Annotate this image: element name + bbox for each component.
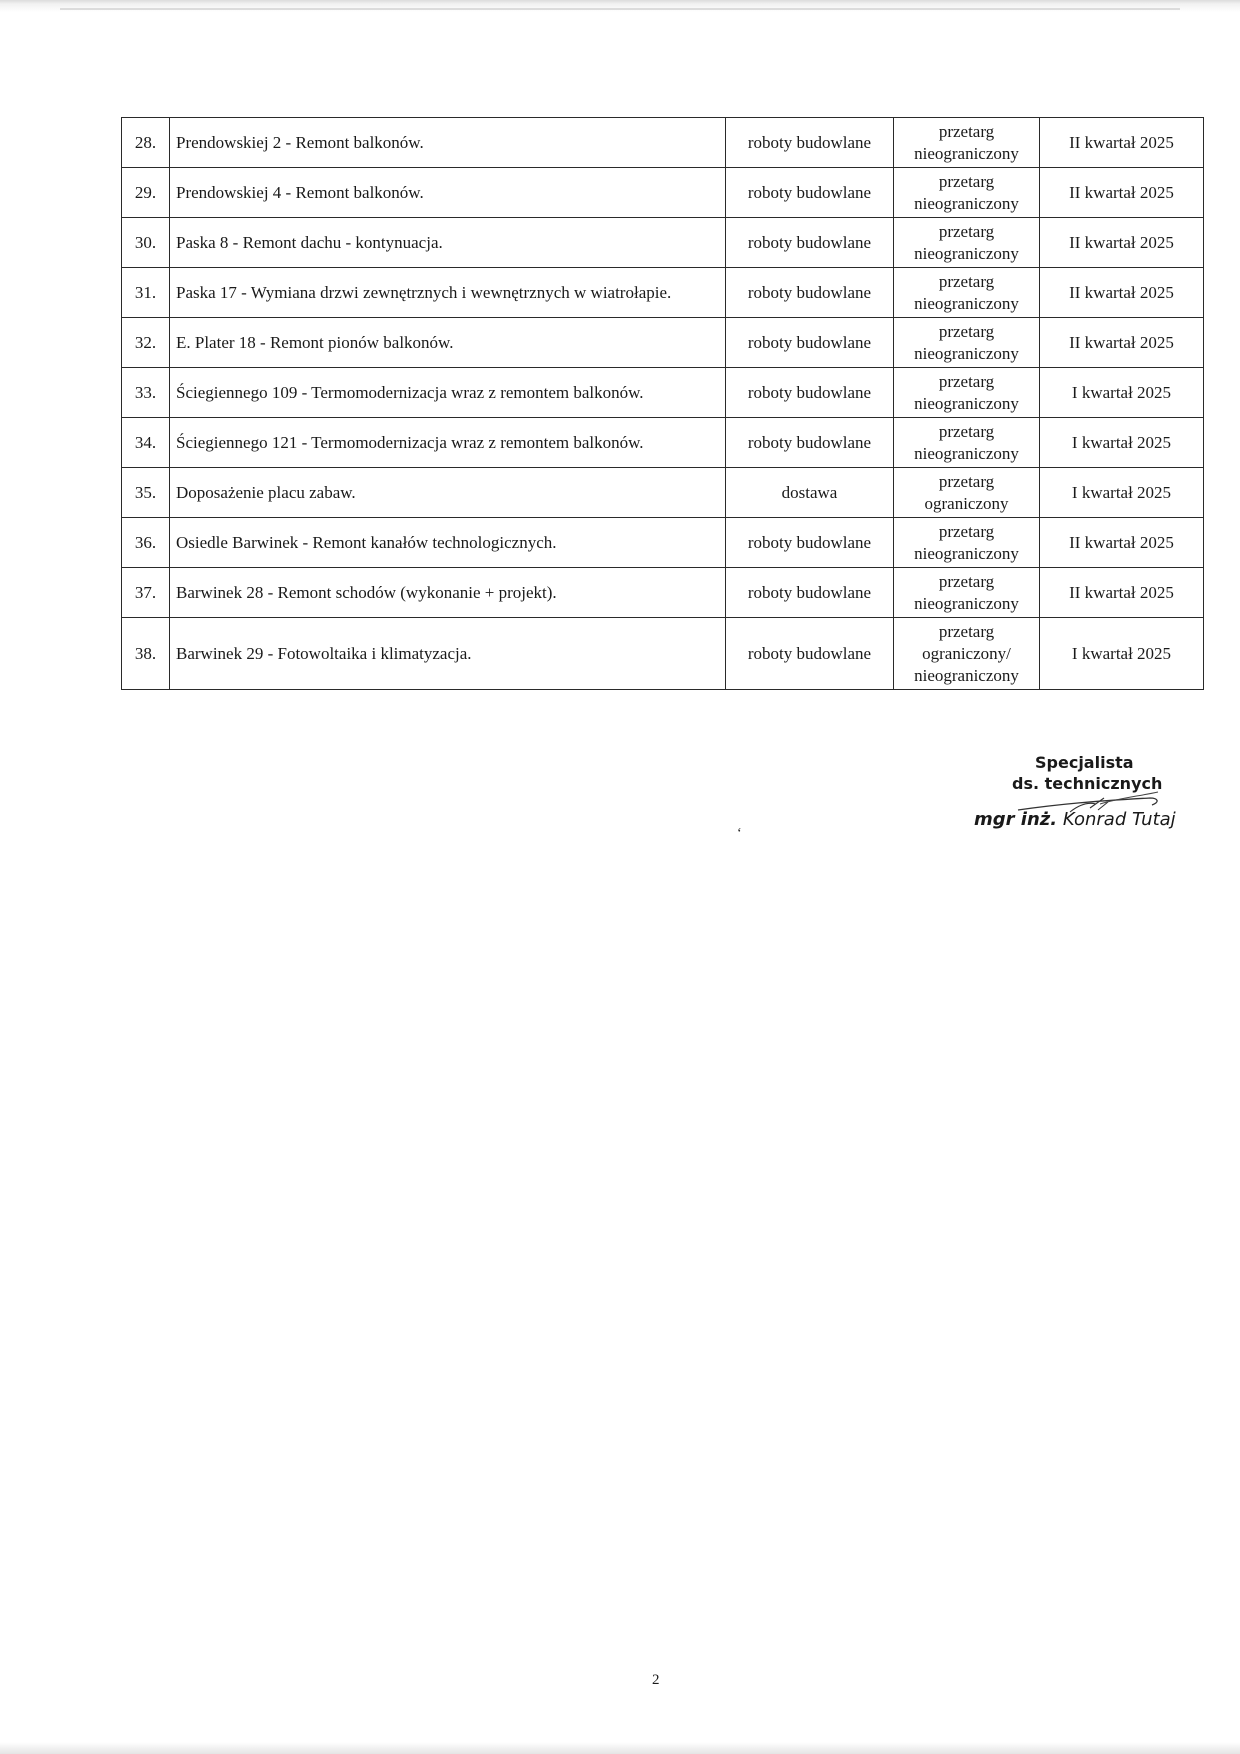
row-number: 37. bbox=[122, 568, 170, 618]
table-row bbox=[122, 568, 1204, 618]
order-type: roboty budowlane bbox=[726, 418, 894, 468]
row-number: 32. bbox=[122, 318, 170, 368]
table-row bbox=[122, 518, 1204, 568]
order-type: roboty budowlane bbox=[726, 318, 894, 368]
planned-term: I kwartał 2025 bbox=[1040, 618, 1204, 690]
planned-term: II kwartał 2025 bbox=[1040, 518, 1204, 568]
table-row bbox=[122, 268, 1204, 318]
procedure-mode: przetarg ograniczony/ nieograniczony bbox=[894, 618, 1040, 690]
order-type: roboty budowlane bbox=[726, 218, 894, 268]
task-name: Osiedle Barwinek - Remont kanałów technologicznych. bbox=[170, 518, 726, 568]
procedure-mode: przetarg nieograniczony bbox=[894, 568, 1040, 618]
scan-speck: ‘ bbox=[737, 826, 742, 841]
order-type: roboty budowlane bbox=[726, 268, 894, 318]
row-number: 35. bbox=[122, 468, 170, 518]
task-name: Barwinek 28 - Remont schodów (wykonanie + projekt). bbox=[170, 568, 726, 618]
row-number: 30. bbox=[122, 218, 170, 268]
procedure-mode: przetarg ograniczony bbox=[894, 468, 1040, 518]
table-row bbox=[122, 168, 1204, 218]
table-row bbox=[122, 218, 1204, 268]
stamp-name: Konrad Tutaj bbox=[1062, 809, 1176, 830]
planned-term: II kwartał 2025 bbox=[1040, 318, 1204, 368]
procedure-mode: przetarg nieograniczony bbox=[894, 268, 1040, 318]
order-type: roboty budowlane bbox=[726, 518, 894, 568]
row-number: 38. bbox=[122, 618, 170, 690]
order-type: roboty budowlane bbox=[726, 118, 894, 168]
procedure-mode: przetarg nieograniczony bbox=[894, 318, 1040, 368]
task-name: Doposażenie placu zabaw. bbox=[170, 468, 726, 518]
procedure-mode: przetarg nieograniczony bbox=[894, 368, 1040, 418]
row-number: 31. bbox=[122, 268, 170, 318]
row-number: 36. bbox=[122, 518, 170, 568]
table-row bbox=[122, 118, 1204, 168]
planned-term: II kwartał 2025 bbox=[1040, 168, 1204, 218]
row-number: 34. bbox=[122, 418, 170, 468]
order-type: roboty budowlane bbox=[726, 368, 894, 418]
order-type: roboty budowlane bbox=[726, 568, 894, 618]
page-number: 2 bbox=[652, 1672, 660, 1688]
row-number: 28. bbox=[122, 118, 170, 168]
order-type: dostawa bbox=[726, 468, 894, 518]
stamp-department: ds. technicznych bbox=[1012, 774, 1163, 793]
task-name: Barwinek 29 - Fotowoltaika i klimatyzacja. bbox=[170, 618, 726, 690]
planned-term: II kwartał 2025 bbox=[1040, 118, 1204, 168]
stamp-title: Specjalista bbox=[1035, 753, 1134, 772]
task-name: Prendowskiej 4 - Remont balkonów. bbox=[170, 168, 726, 218]
task-name: Paska 17 - Wymiana drzwi zewnętrznych i wewnętrznych w wiatrołapie. bbox=[170, 268, 726, 318]
table-row bbox=[122, 418, 1204, 468]
table-row bbox=[122, 318, 1204, 368]
task-name: Paska 8 - Remont dachu - kontynuacja. bbox=[170, 218, 726, 268]
procedure-mode: przetarg nieograniczony bbox=[894, 218, 1040, 268]
stamp-signatory bbox=[974, 809, 1176, 830]
order-type: roboty budowlane bbox=[726, 168, 894, 218]
task-name: Ściegiennego 109 - Termomodernizacja wraz z remontem balkonów. bbox=[170, 368, 726, 418]
planned-term: II kwartał 2025 bbox=[1040, 568, 1204, 618]
stamp-degree: mgr inż. bbox=[974, 809, 1058, 830]
table-row bbox=[122, 618, 1204, 690]
planned-term: I kwartał 2025 bbox=[1040, 368, 1204, 418]
procurement-plan-table bbox=[121, 117, 1204, 690]
planned-term: I kwartał 2025 bbox=[1040, 418, 1204, 468]
procedure-mode: przetarg nieograniczony bbox=[894, 418, 1040, 468]
row-number: 29. bbox=[122, 168, 170, 218]
planned-term: II kwartał 2025 bbox=[1040, 268, 1204, 318]
table-row bbox=[122, 468, 1204, 518]
procedure-mode: przetarg nieograniczony bbox=[894, 168, 1040, 218]
row-number: 33. bbox=[122, 368, 170, 418]
planned-term: II kwartał 2025 bbox=[1040, 218, 1204, 268]
procedure-mode: przetarg nieograniczony bbox=[894, 118, 1040, 168]
order-type: roboty budowlane bbox=[726, 618, 894, 690]
planned-term: I kwartał 2025 bbox=[1040, 468, 1204, 518]
scan-edge-bottom bbox=[0, 1740, 1240, 1754]
scan-edge-top bbox=[0, 0, 1240, 14]
task-name: Prendowskiej 2 - Remont balkonów. bbox=[170, 118, 726, 168]
procedure-mode: przetarg nieograniczony bbox=[894, 518, 1040, 568]
task-name: E. Plater 18 - Remont pionów balkonów. bbox=[170, 318, 726, 368]
scan-artifact-line bbox=[60, 8, 1180, 10]
task-name: Ściegiennego 121 - Termomodernizacja wraz z remontem balkonów. bbox=[170, 418, 726, 468]
table-row bbox=[122, 368, 1204, 418]
